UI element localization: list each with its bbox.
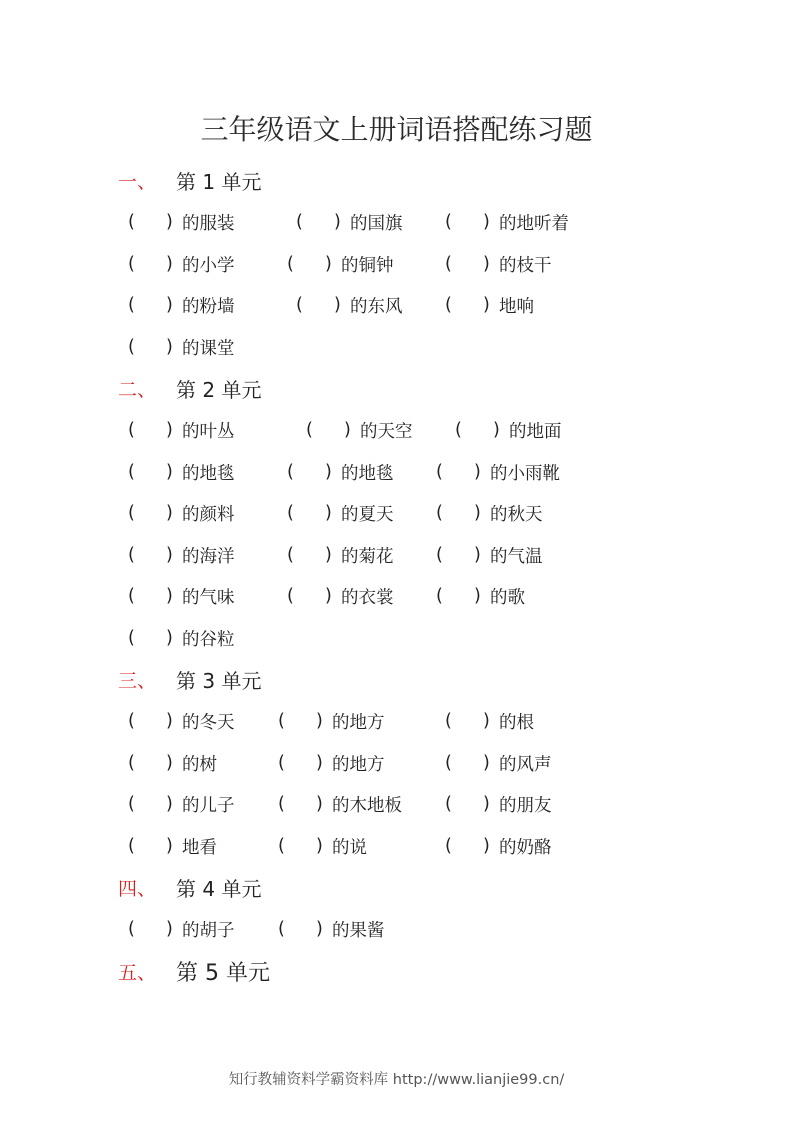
blank-close-paren: ) [166, 295, 173, 315]
exercise-row [0, 914, 793, 944]
phrase-text: 的课堂 [182, 338, 235, 359]
blank-open-paren: ( [128, 212, 135, 232]
phrase-text: 的胡子 [182, 920, 235, 941]
blank-close-paren: ) [316, 919, 323, 939]
exercise-row [0, 498, 793, 528]
blank-open-paren: ( [278, 836, 285, 856]
exercise-row [0, 290, 793, 320]
section-header-1 [118, 162, 261, 198]
phrase-text: 的天空 [360, 421, 413, 442]
blank-close-paren: ) [483, 836, 490, 856]
blank-open-paren: ( [287, 503, 294, 523]
phrase-text: 的铜钟 [341, 255, 394, 276]
blank-open-paren: ( [287, 545, 294, 565]
phrase-text: 的根 [499, 712, 534, 733]
section-title: 第 5 单元 [176, 960, 270, 986]
blank-open-paren: ( [445, 254, 452, 274]
blank-item [128, 914, 235, 944]
blank-open-paren: ( [445, 295, 452, 315]
exercise-row [0, 207, 793, 237]
blank-item [278, 831, 367, 861]
blank-close-paren: ) [493, 420, 500, 440]
exercise-row [0, 581, 793, 611]
blank-item [436, 540, 543, 570]
blank-item [445, 748, 552, 778]
phrase-text: 的海洋 [182, 546, 235, 567]
phrase-text: 地响 [499, 296, 534, 317]
blank-item [306, 415, 413, 445]
blank-close-paren: ) [166, 212, 173, 232]
blank-open-paren: ( [306, 420, 313, 440]
blank-item [128, 623, 235, 653]
blank-open-paren: ( [128, 462, 135, 482]
blank-item [287, 457, 394, 487]
blank-item [128, 457, 235, 487]
blank-open-paren: ( [278, 794, 285, 814]
phrase-text: 的说 [332, 837, 367, 858]
blank-item [128, 498, 235, 528]
blank-open-paren: ( [445, 212, 452, 232]
blank-close-paren: ) [483, 295, 490, 315]
blank-close-paren: ) [166, 919, 173, 939]
blank-item [128, 540, 235, 570]
blank-open-paren: ( [445, 836, 452, 856]
blank-open-paren: ( [287, 462, 294, 482]
phrase-text: 的木地板 [332, 795, 402, 816]
exercise-row [0, 415, 793, 445]
blank-item [445, 249, 552, 279]
blank-close-paren: ) [316, 836, 323, 856]
blank-close-paren: ) [483, 212, 490, 232]
blank-close-paren: ) [166, 836, 173, 856]
phrase-text: 的叶丛 [182, 421, 235, 442]
phrase-text: 的小雨靴 [490, 463, 560, 484]
blank-item [445, 290, 534, 320]
blank-item [287, 581, 394, 611]
exercise-row [0, 706, 793, 736]
footer-source: 知行教辅资料学霸资料库 http://www.lianjie99.cn/ [228, 1072, 565, 1088]
phrase-text: 的地方 [332, 712, 385, 733]
blank-item [436, 457, 560, 487]
section-title: 第 3 单元 [176, 668, 262, 693]
blank-close-paren: ) [483, 753, 490, 773]
blank-item [128, 290, 235, 320]
blank-close-paren: ) [474, 586, 481, 606]
exercise-row [0, 457, 793, 487]
phrase-text: 的秋天 [490, 504, 543, 525]
phrase-text: 的歌 [490, 587, 525, 608]
phrase-text: 地看 [182, 837, 217, 858]
blank-item [128, 581, 235, 611]
blank-open-paren: ( [445, 753, 452, 773]
exercise-row [0, 789, 793, 819]
blank-open-paren: ( [436, 503, 443, 523]
blank-item [287, 249, 394, 279]
blank-item [128, 249, 235, 279]
section-number: 三、 [118, 669, 157, 692]
phrase-text: 的果酱 [332, 920, 385, 941]
blank-item [296, 290, 403, 320]
blank-open-paren: ( [128, 545, 135, 565]
phrase-text: 的枝干 [499, 255, 552, 276]
blank-close-paren: ) [325, 586, 332, 606]
section-header-2 [118, 370, 261, 406]
blank-item [128, 831, 217, 861]
blank-item [445, 706, 534, 736]
blank-open-paren: ( [128, 420, 135, 440]
phrase-text: 的冬天 [182, 712, 235, 733]
blank-close-paren: ) [325, 545, 332, 565]
blank-close-paren: ) [316, 711, 323, 731]
phrase-text: 的地听着 [499, 213, 569, 234]
section-title: 第 4 单元 [176, 876, 262, 901]
blank-close-paren: ) [316, 753, 323, 773]
phrase-text: 的谷粒 [182, 629, 235, 650]
blank-item [128, 706, 235, 736]
blank-item [128, 332, 235, 362]
phrase-text: 的奶酪 [499, 837, 552, 858]
blank-close-paren: ) [334, 212, 341, 232]
phrase-text: 的风声 [499, 754, 552, 775]
phrase-text: 的衣裳 [341, 587, 394, 608]
blank-close-paren: ) [325, 254, 332, 274]
blank-close-paren: ) [166, 337, 173, 357]
blank-close-paren: ) [166, 462, 173, 482]
page-title: 三年级语文上册词语搭配练习题 [200, 113, 593, 146]
blank-close-paren: ) [474, 462, 481, 482]
blank-close-paren: ) [483, 794, 490, 814]
blank-item [128, 207, 235, 237]
exercise-row [0, 540, 793, 570]
phrase-text: 的地方 [332, 754, 385, 775]
blank-open-paren: ( [128, 753, 135, 773]
phrase-text: 的气味 [182, 587, 235, 608]
blank-open-paren: ( [278, 753, 285, 773]
blank-item [128, 415, 235, 445]
blank-close-paren: ) [483, 711, 490, 731]
blank-open-paren: ( [436, 462, 443, 482]
blank-item [455, 415, 562, 445]
blank-open-paren: ( [445, 794, 452, 814]
blank-open-paren: ( [128, 337, 135, 357]
blank-item [128, 748, 217, 778]
section-header-4 [118, 869, 261, 905]
section-header-3 [118, 661, 261, 697]
blank-open-paren: ( [128, 586, 135, 606]
blank-open-paren: ( [436, 545, 443, 565]
phrase-text: 的夏天 [341, 504, 394, 525]
exercise-row [0, 831, 793, 861]
exercise-row [0, 249, 793, 279]
phrase-text: 的小学 [182, 255, 235, 276]
blank-open-paren: ( [128, 295, 135, 315]
phrase-text: 的树 [182, 754, 217, 775]
section-number: 五、 [118, 961, 157, 984]
phrase-text: 的粉墙 [182, 296, 235, 317]
blank-open-paren: ( [278, 919, 285, 939]
phrase-text: 的地毯 [182, 463, 235, 484]
blank-item [445, 831, 552, 861]
blank-close-paren: ) [334, 295, 341, 315]
blank-item [278, 789, 402, 819]
phrase-text: 的地毯 [341, 463, 394, 484]
blank-close-paren: ) [316, 794, 323, 814]
blank-open-paren: ( [445, 711, 452, 731]
blank-item [287, 540, 394, 570]
blank-close-paren: ) [166, 586, 173, 606]
blank-item [278, 914, 385, 944]
blank-item [128, 789, 235, 819]
section-title: 第 2 单元 [176, 377, 262, 402]
blank-close-paren: ) [166, 753, 173, 773]
blank-close-paren: ) [166, 545, 173, 565]
exercise-row [0, 623, 793, 653]
phrase-text: 的菊花 [341, 546, 394, 567]
blank-item [445, 789, 552, 819]
blank-open-paren: ( [278, 711, 285, 731]
blank-close-paren: ) [474, 545, 481, 565]
phrase-text: 的朋友 [499, 795, 552, 816]
phrase-text: 的气温 [490, 546, 543, 567]
blank-open-paren: ( [296, 295, 303, 315]
blank-open-paren: ( [287, 254, 294, 274]
blank-open-paren: ( [455, 420, 462, 440]
section-number: 四、 [118, 877, 157, 900]
blank-open-paren: ( [128, 711, 135, 731]
section-title: 第 1 单元 [176, 169, 262, 194]
blank-item [296, 207, 403, 237]
blank-item [278, 748, 385, 778]
blank-item [287, 498, 394, 528]
blank-close-paren: ) [325, 503, 332, 523]
phrase-text: 的儿子 [182, 795, 235, 816]
section-number: 一、 [118, 170, 157, 193]
phrase-text: 的东风 [350, 296, 403, 317]
blank-item [445, 207, 569, 237]
section-number: 二、 [118, 378, 157, 401]
blank-open-paren: ( [128, 794, 135, 814]
blank-open-paren: ( [436, 586, 443, 606]
phrase-text: 的颜料 [182, 504, 235, 525]
blank-open-paren: ( [128, 919, 135, 939]
blank-close-paren: ) [166, 794, 173, 814]
blank-close-paren: ) [166, 628, 173, 648]
blank-open-paren: ( [128, 503, 135, 523]
blank-open-paren: ( [128, 628, 135, 648]
blank-open-paren: ( [128, 836, 135, 856]
phrase-text: 的服装 [182, 213, 235, 234]
exercise-row [0, 332, 793, 362]
blank-close-paren: ) [166, 254, 173, 274]
blank-close-paren: ) [325, 462, 332, 482]
blank-close-paren: ) [483, 254, 490, 274]
blank-open-paren: ( [128, 254, 135, 274]
blank-close-paren: ) [166, 420, 173, 440]
blank-close-paren: ) [474, 503, 481, 523]
phrase-text: 的地面 [509, 421, 562, 442]
blank-item [436, 581, 525, 611]
blank-close-paren: ) [344, 420, 351, 440]
section-header-5 [118, 953, 270, 989]
blank-close-paren: ) [166, 711, 173, 731]
blank-item [278, 706, 385, 736]
blank-open-paren: ( [296, 212, 303, 232]
blank-open-paren: ( [287, 586, 294, 606]
blank-item [436, 498, 543, 528]
phrase-text: 的国旗 [350, 213, 403, 234]
blank-close-paren: ) [166, 503, 173, 523]
exercise-row [0, 748, 793, 778]
